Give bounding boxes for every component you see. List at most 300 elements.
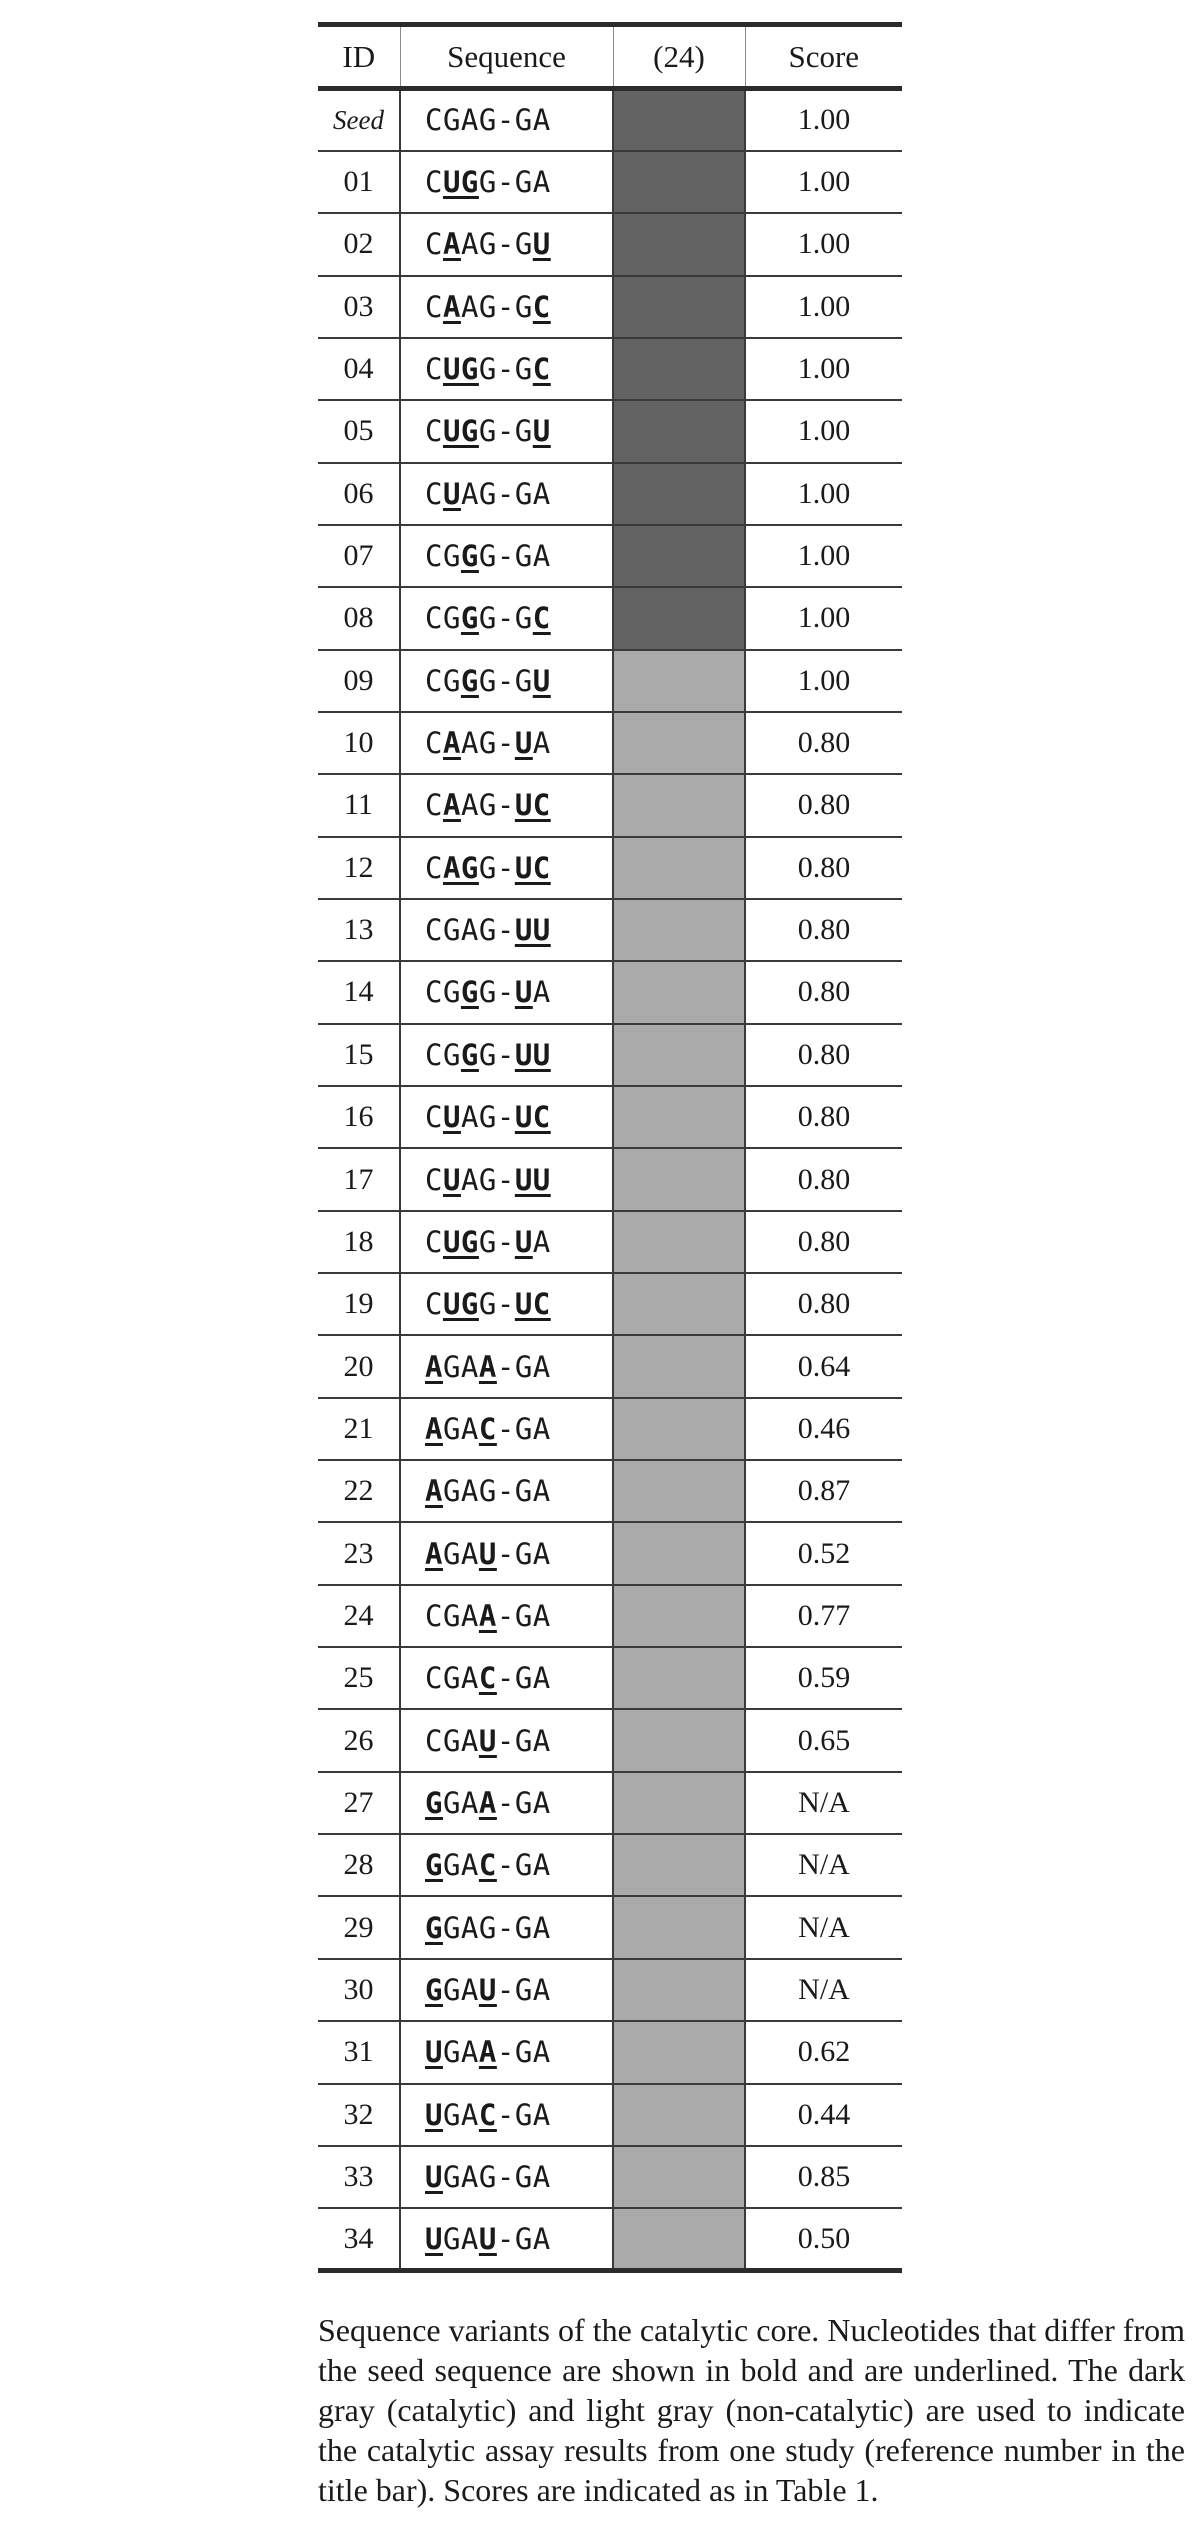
row-id: 25 [318,1647,400,1709]
non-catalytic-result-cell [613,1522,745,1584]
mutated-nucleotides: UC [514,850,551,885]
row-id: 33 [318,2146,400,2208]
table-row [318,1834,902,1896]
table-row [318,2208,902,2270]
seed-nucleotides: CGAG- [425,913,515,948]
table-row [318,213,902,275]
mutated-nucleotides: G [460,975,479,1010]
seed-nucleotides: C [425,788,443,823]
non-catalytic-result-cell [613,774,745,836]
seed-nucleotides: C [425,1287,443,1322]
seed-nucleotides: -GA [496,1411,551,1446]
row-score: 1.00 [745,463,902,525]
row-score: 0.80 [745,961,902,1023]
row-sequence [400,1460,613,1522]
non-catalytic-result-cell [613,1585,745,1647]
mutated-nucleotides: UG [442,414,479,449]
table-row [318,276,902,338]
table-row [318,1024,902,1086]
row-score: 0.80 [745,1086,902,1148]
mutated-nucleotides: G [460,539,479,574]
mutated-nucleotides: A [442,227,461,262]
row-sequence [400,1273,613,1335]
row-score: 0.50 [745,2208,902,2270]
row-score: 1.00 [745,338,902,400]
header-id: ID [318,25,400,89]
table-row [318,1522,902,1584]
row-sequence [400,1335,613,1397]
seed-nucleotides: -GA [496,2097,551,2132]
row-id: 28 [318,1834,400,1896]
table-row [318,1398,902,1460]
header-row [318,25,902,89]
seed-nucleotides: CGAG-GA [425,103,551,138]
row-sequence [400,1585,613,1647]
mutated-nucleotides: U [514,1224,533,1259]
row-score: 0.80 [745,712,902,774]
row-sequence [400,2084,613,2146]
row-score: 1.00 [745,151,902,213]
seed-nucleotides: -GA [496,1723,551,1758]
row-score: 0.80 [745,1148,902,1210]
non-catalytic-result-cell [613,2208,745,2270]
row-sequence [400,463,613,525]
seed-nucleotides: GAG-GA [442,2160,551,2195]
seed-nucleotides: GA [442,2035,479,2070]
row-score: 1.00 [745,89,902,151]
catalytic-result-cell [613,338,745,400]
seed-nucleotides: G-GA [478,539,551,574]
mutated-nucleotides: A [478,1349,497,1384]
seed-nucleotides: G- [478,1224,515,1259]
row-sequence [400,2208,613,2270]
mutated-nucleotides: A [442,289,461,324]
row-id: 23 [318,1522,400,1584]
mutated-nucleotides: A [478,1785,497,1820]
row-sequence [400,2146,613,2208]
mutated-nucleotides: U [514,726,533,761]
row-sequence [400,1647,613,1709]
mutated-nucleotides: UU [514,1162,551,1197]
seed-nucleotides: C [425,1162,443,1197]
row-id: 09 [318,650,400,712]
seed-nucleotides: C [425,850,443,885]
non-catalytic-result-cell [613,1647,745,1709]
mutated-nucleotides: A [425,1411,443,1446]
mutated-nucleotides: U [478,1723,497,1758]
table-body [318,89,902,2271]
row-id: 27 [318,1772,400,1834]
row-score: 0.80 [745,899,902,961]
mutated-nucleotides: G [460,663,479,698]
mutated-nucleotides: U [478,1536,497,1571]
table-row [318,1772,902,1834]
non-catalytic-result-cell [613,1148,745,1210]
table-row [318,2146,902,2208]
seed-nucleotides: -GA [496,1598,551,1633]
mutated-nucleotides: U [532,414,551,449]
table-row [318,650,902,712]
row-score: 1.00 [745,400,902,462]
mutated-nucleotides: U [532,663,551,698]
seed-nucleotides: CGA [425,1661,479,1696]
seed-nucleotides: G-G [478,352,533,387]
seed-nucleotides: C [425,227,443,262]
row-id: 08 [318,587,400,649]
catalytic-result-cell [613,151,745,213]
row-id: 31 [318,2021,400,2083]
mutated-nucleotides: A [425,1474,443,1509]
seed-nucleotides: CG [425,539,461,574]
row-id: 32 [318,2084,400,2146]
row-score: 0.77 [745,1585,902,1647]
row-id: 13 [318,899,400,961]
non-catalytic-result-cell [613,1211,745,1273]
non-catalytic-result-cell [613,2084,745,2146]
mutated-nucleotides: U [442,476,461,511]
table-caption: Sequence variants of the catalytic core. Nucleotides that differ from the seed sequence are shown in bold and are underlined. The dark gray (catalytic) and light gray (non-catalytic) are used to indicate the catalytic assay results from one study (reference number in the title bar). Scores are indicated as in Table 1. [318,2312,1185,2508]
mutated-nucleotides: UG [442,1287,479,1322]
header-reference: (24) [613,25,745,89]
table-header [318,25,902,89]
table-row [318,837,902,899]
row-id: 05 [318,400,400,462]
row-id: 17 [318,1148,400,1210]
seed-nucleotides: -GA [496,1661,551,1696]
row-sequence [400,1772,613,1834]
row-id: 14 [318,961,400,1023]
seed-nucleotides: GA [442,1349,479,1384]
mutated-nucleotides: U [425,2097,443,2132]
seed-nucleotides: G- [478,975,515,1010]
seed-nucleotides: GA [442,1848,479,1883]
non-catalytic-result-cell [613,961,745,1023]
row-score: 0.59 [745,1647,902,1709]
seed-nucleotides: -GA [496,1848,551,1883]
seed-nucleotides: GA [442,1972,479,2007]
sequence-variants-table [318,22,902,2273]
mutated-nucleotides: A [478,1598,497,1633]
row-sequence [400,2021,613,2083]
row-sequence [400,400,613,462]
seed-nucleotides: -GA [496,2035,551,2070]
catalytic-result-cell [613,213,745,275]
mutated-nucleotides: A [425,1349,443,1384]
seed-nucleotides: A [532,726,551,761]
row-id: 20 [318,1335,400,1397]
table-row [318,961,902,1023]
seed-nucleotides: CG [425,663,461,698]
non-catalytic-result-cell [613,1273,745,1335]
seed-nucleotides: C [425,414,443,449]
row-id: 24 [318,1585,400,1647]
seed-nucleotides: -GA [496,1349,551,1384]
row-score: 0.85 [745,2146,902,2208]
mutated-nucleotides: UC [514,1287,551,1322]
non-catalytic-result-cell [613,2021,745,2083]
row-sequence [400,837,613,899]
non-catalytic-result-cell [613,1772,745,1834]
header-sequence: Sequence [400,25,613,89]
mutated-nucleotides: U [478,2221,497,2256]
row-sequence [400,1834,613,1896]
seed-nucleotides: C [425,165,443,200]
row-sequence [400,1896,613,1958]
row-score: N/A [745,1959,902,2021]
non-catalytic-result-cell [613,1834,745,1896]
row-score: N/A [745,1834,902,1896]
row-score: 0.52 [745,1522,902,1584]
row-score: N/A [745,1896,902,1958]
seed-nucleotides: C [425,289,443,324]
row-score: 1.00 [745,213,902,275]
seed-nucleotides: CG [425,1037,461,1072]
catalytic-result-cell [613,276,745,338]
row-score: 0.64 [745,1335,902,1397]
row-id: 30 [318,1959,400,2021]
row-id: 18 [318,1211,400,1273]
mutated-nucleotides: UU [514,1037,551,1072]
mutated-nucleotides: UG [442,165,479,200]
seed-nucleotides: G- [478,1287,515,1322]
mutated-nucleotides: UC [514,788,551,823]
mutated-nucleotides: U [478,1972,497,2007]
row-id: 06 [318,463,400,525]
row-sequence [400,1148,613,1210]
mutated-nucleotides: U [514,975,533,1010]
seed-nucleotides: G-GA [478,165,551,200]
mutated-nucleotides: G [460,1037,479,1072]
row-sequence [400,89,613,151]
seed-nucleotides: C [425,1100,443,1135]
mutated-nucleotides: A [425,1536,443,1571]
row-id: 07 [318,525,400,587]
row-id: 15 [318,1024,400,1086]
mutated-nucleotides: UU [514,913,551,948]
non-catalytic-result-cell [613,2146,745,2208]
row-id: 29 [318,1896,400,1958]
table-row [318,400,902,462]
row-score: 0.62 [745,2021,902,2083]
mutated-nucleotides: G [425,1910,443,1945]
seed-nucleotides: G- [478,1037,515,1072]
header-score: Score [745,25,902,89]
row-score: 0.80 [745,1024,902,1086]
table-row [318,525,902,587]
non-catalytic-result-cell [613,1335,745,1397]
row-sequence [400,525,613,587]
row-sequence [400,1959,613,2021]
mutated-nucleotides: C [478,2097,497,2132]
mutated-nucleotides: G [460,601,479,636]
mutated-nucleotides: A [478,2035,497,2070]
seed-nucleotides: GA [442,2097,479,2132]
row-score: 1.00 [745,587,902,649]
seed-nucleotides: GA [442,1785,479,1820]
row-score: 0.80 [745,1273,902,1335]
seed-nucleotides: C [425,1224,443,1259]
mutated-nucleotides: A [442,788,461,823]
row-score: 1.00 [745,650,902,712]
mutated-nucleotides: C [478,1848,497,1883]
catalytic-result-cell [613,400,745,462]
row-id: 22 [318,1460,400,1522]
row-sequence [400,774,613,836]
row-score: N/A [745,1772,902,1834]
non-catalytic-result-cell [613,837,745,899]
table-row [318,1211,902,1273]
seed-nucleotides: C [425,476,443,511]
seed-nucleotides: GA [442,2221,479,2256]
table-row [318,1959,902,2021]
table-row [318,1460,902,1522]
seed-nucleotides: C [425,726,443,761]
mutated-nucleotides: AG [442,850,479,885]
seed-nucleotides: -GA [496,1785,551,1820]
table-row [318,2021,902,2083]
table-row [318,1273,902,1335]
row-sequence [400,338,613,400]
seed-nucleotides: GA [442,1536,479,1571]
mutated-nucleotides: U [425,2221,443,2256]
table-row [318,463,902,525]
seed-nucleotides: G-G [478,414,533,449]
mutated-nucleotides: C [532,289,551,324]
non-catalytic-result-cell [613,1398,745,1460]
row-id: 21 [318,1398,400,1460]
row-score: 1.00 [745,525,902,587]
mutated-nucleotides: U [425,2160,443,2195]
seed-nucleotides: AG- [460,1100,515,1135]
seed-nucleotides: CGA [425,1598,479,1633]
mutated-nucleotides: U [425,2035,443,2070]
seed-nucleotides: GAG-GA [442,1474,551,1509]
non-catalytic-result-cell [613,712,745,774]
seed-nucleotides: CG [425,975,461,1010]
row-id: 16 [318,1086,400,1148]
mutated-nucleotides: G [425,1848,443,1883]
seed-nucleotides: -GA [496,2221,551,2256]
row-sequence [400,899,613,961]
row-id: 26 [318,1709,400,1771]
table-row [318,1335,902,1397]
seed-nucleotides: -GA [496,1972,551,2007]
table-row [318,1896,902,1958]
row-sequence [400,1709,613,1771]
seed-nucleotides: AG-G [460,227,533,262]
row-id: 03 [318,276,400,338]
row-id: 04 [318,338,400,400]
mutated-nucleotides: C [478,1661,497,1696]
non-catalytic-result-cell [613,1086,745,1148]
table-row [318,1148,902,1210]
table-row [318,89,902,151]
non-catalytic-result-cell [613,1896,745,1958]
sequence-variants-table-container [318,22,902,2273]
row-sequence [400,1024,613,1086]
seed-nucleotides: CGA [425,1723,479,1758]
mutated-nucleotides: U [442,1162,461,1197]
row-id: 19 [318,1273,400,1335]
mutated-nucleotides: U [442,1100,461,1135]
table-row [318,1086,902,1148]
non-catalytic-result-cell [613,1959,745,2021]
non-catalytic-result-cell [613,899,745,961]
seed-nucleotides: G- [478,850,515,885]
seed-nucleotides: G-G [478,663,533,698]
seed-nucleotides: G-G [478,601,533,636]
table-row [318,587,902,649]
seed-nucleotides: -GA [496,1536,551,1571]
seed-nucleotides: AG- [460,788,515,823]
mutated-nucleotides: C [532,601,551,636]
row-sequence [400,587,613,649]
table-row [318,1647,902,1709]
mutated-nucleotides: UG [442,1224,479,1259]
row-score: 0.80 [745,837,902,899]
seed-nucleotides: AG-G [460,289,533,324]
catalytic-result-cell [613,89,745,151]
catalytic-result-cell [613,463,745,525]
row-sequence [400,213,613,275]
table-row [318,1709,902,1771]
row-sequence [400,276,613,338]
seed-nucleotides: AG- [460,1162,515,1197]
row-sequence [400,650,613,712]
seed-nucleotides: GA [442,1411,479,1446]
table-row [318,712,902,774]
mutated-nucleotides: UG [442,352,479,387]
row-sequence [400,712,613,774]
table-row [318,899,902,961]
seed-nucleotides: AG- [460,726,515,761]
row-id: Seed [318,89,400,151]
row-score: 0.65 [745,1709,902,1771]
non-catalytic-result-cell [613,1460,745,1522]
row-sequence [400,1211,613,1273]
row-score: 0.46 [745,1398,902,1460]
row-id: 12 [318,837,400,899]
row-score: 0.80 [745,1211,902,1273]
non-catalytic-result-cell [613,1024,745,1086]
seed-nucleotides: A [532,1224,551,1259]
seed-nucleotides: C [425,352,443,387]
mutated-nucleotides: C [478,1411,497,1446]
mutated-nucleotides: UC [514,1100,551,1135]
row-sequence [400,1522,613,1584]
table-row [318,774,902,836]
table-row [318,151,902,213]
mutated-nucleotides: A [442,726,461,761]
mutated-nucleotides: C [532,352,551,387]
seed-nucleotides: A [532,975,551,1010]
mutated-nucleotides: G [425,1972,443,2007]
table-row [318,1585,902,1647]
row-id: 02 [318,213,400,275]
row-sequence [400,1086,613,1148]
row-id: 10 [318,712,400,774]
non-catalytic-result-cell [613,1709,745,1771]
row-score: 0.44 [745,2084,902,2146]
row-score: 0.87 [745,1460,902,1522]
mutated-nucleotides: G [425,1785,443,1820]
mutated-nucleotides: U [532,227,551,262]
row-sequence [400,151,613,213]
row-score: 1.00 [745,276,902,338]
seed-nucleotides: AG-GA [460,476,551,511]
row-score: 0.80 [745,774,902,836]
table-row [318,2084,902,2146]
